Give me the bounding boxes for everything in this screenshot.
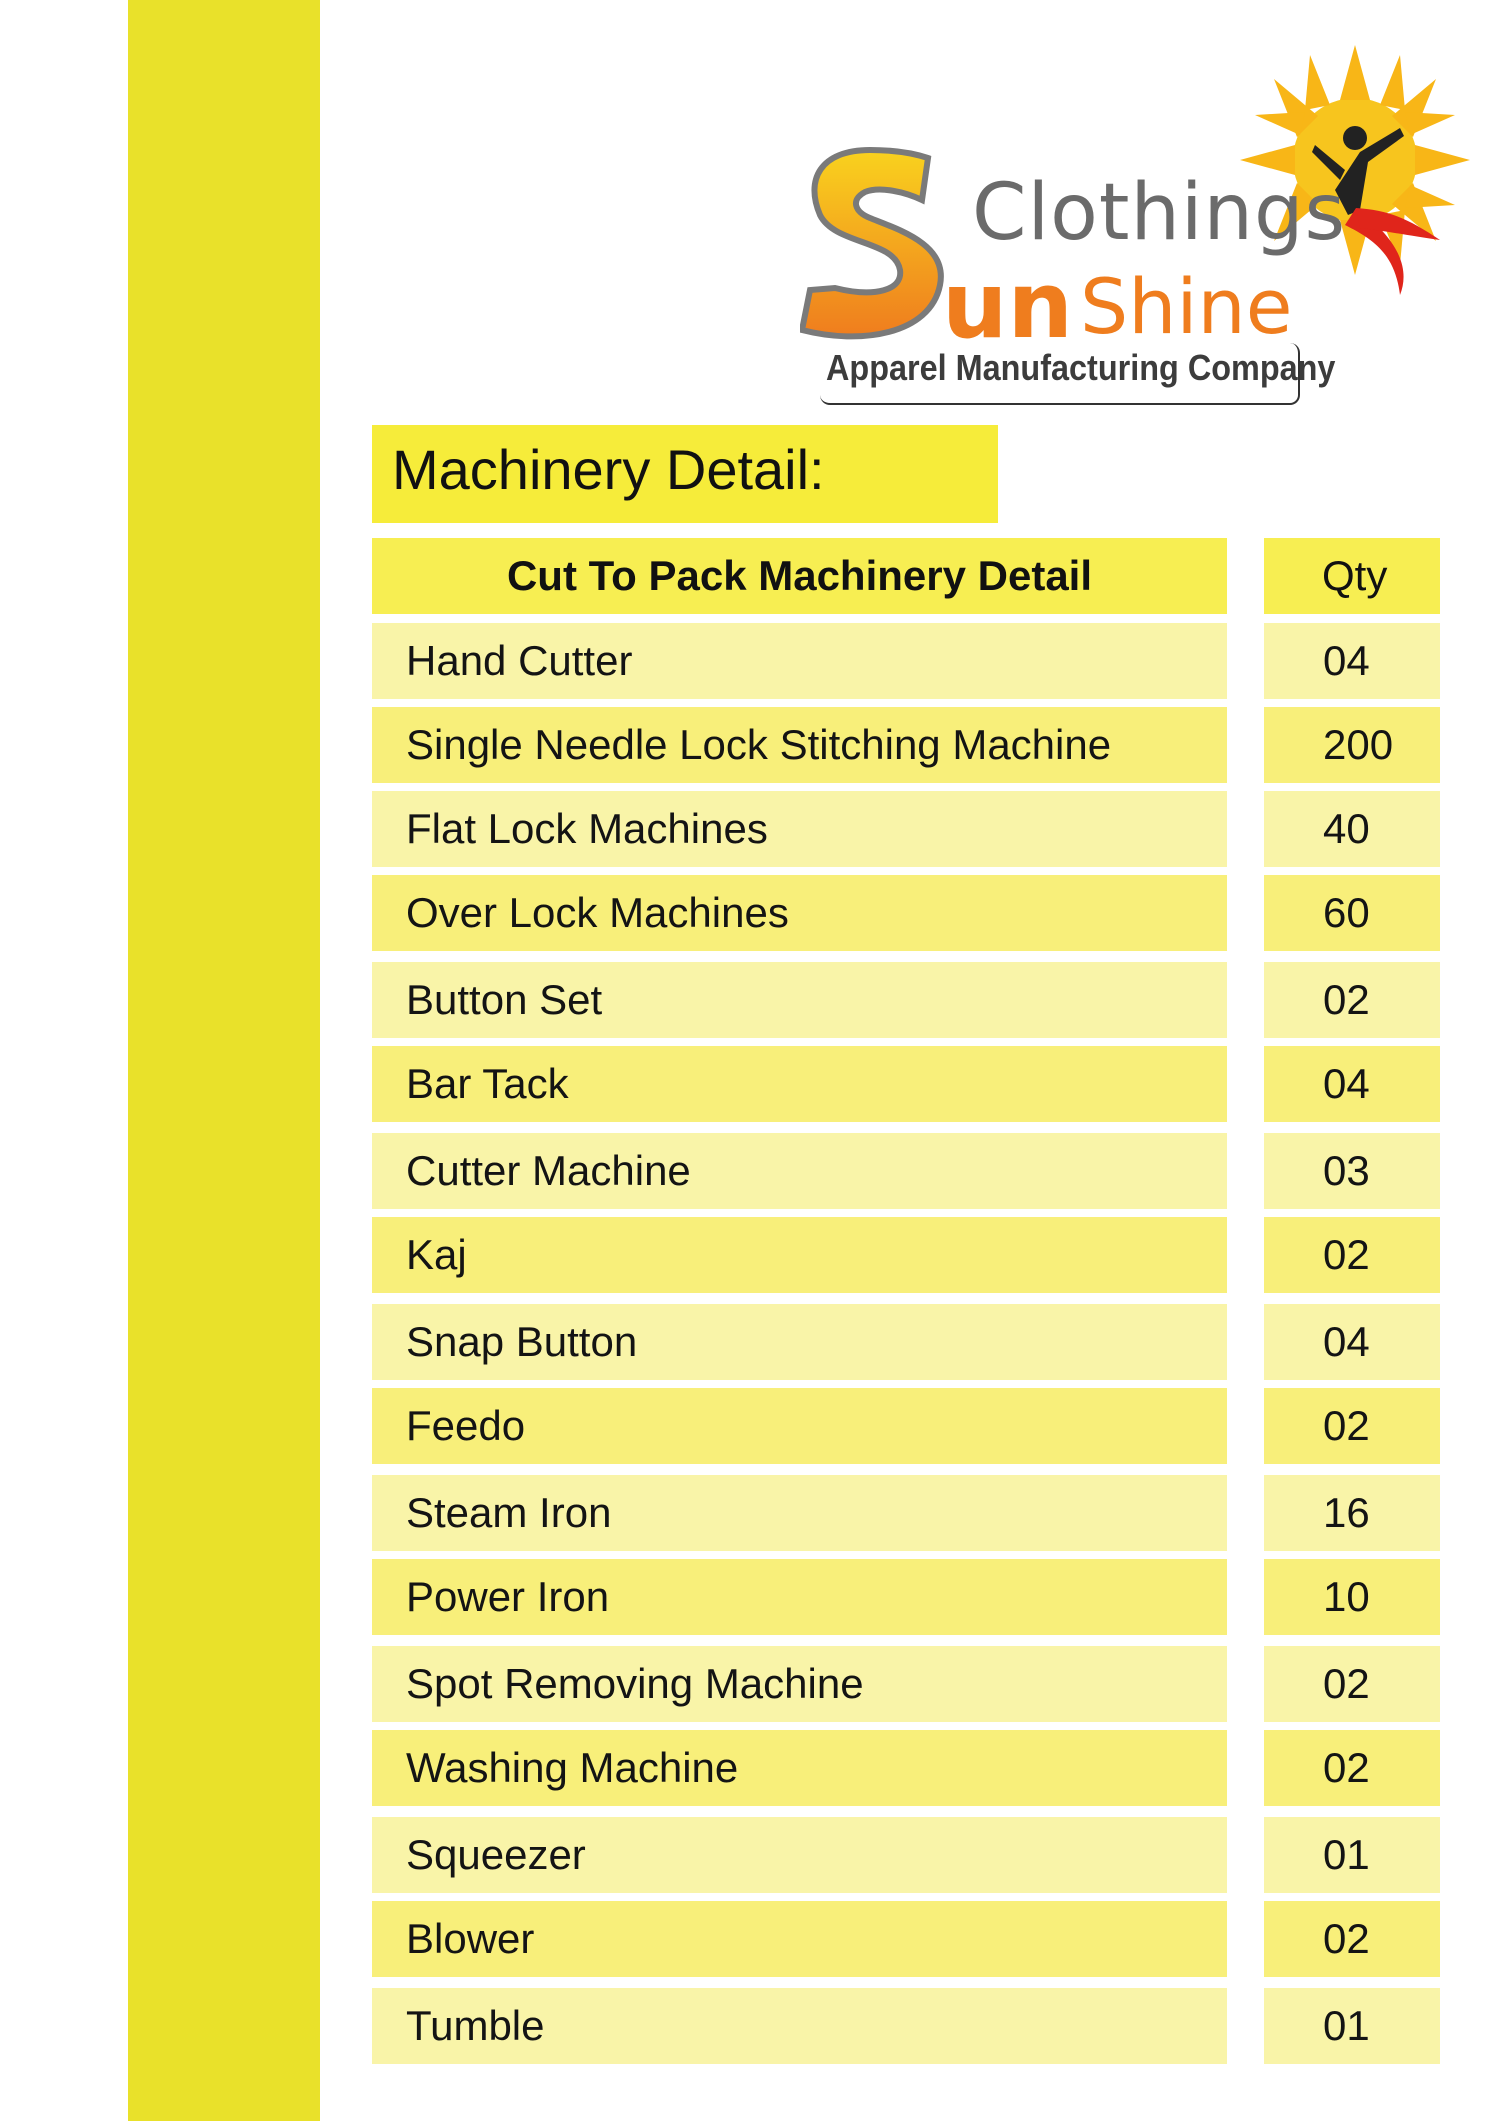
- logo-tagline: Apparel Manufacturing Company: [826, 347, 1336, 388]
- table-row-qty: 02: [1264, 1217, 1440, 1293]
- table-row-item: Over Lock Machines: [372, 875, 1227, 951]
- table-row-item: Washing Machine: [372, 1730, 1227, 1806]
- big-s-letter: [802, 150, 941, 336]
- table-row-item: Squeezer: [372, 1817, 1227, 1893]
- table-row-item: Blower: [372, 1901, 1227, 1977]
- table-row-item: Steam Iron: [372, 1475, 1227, 1551]
- table-row-qty: 02: [1264, 1730, 1440, 1806]
- logo-clothings: Clothings: [972, 168, 1347, 258]
- table-row-item: Snap Button: [372, 1304, 1227, 1380]
- table-header-item: Cut To Pack Machinery Detail: [372, 538, 1227, 614]
- table-row-item: Single Needle Lock Stitching Machine: [372, 707, 1227, 783]
- table-row-qty: 04: [1264, 1304, 1440, 1380]
- table-row-item: Bar Tack: [372, 1046, 1227, 1122]
- table-row-qty: 16: [1264, 1475, 1440, 1551]
- table-row-qty: 03: [1264, 1133, 1440, 1209]
- table-header-qty: Qty: [1264, 538, 1440, 614]
- table-row-qty: 60: [1264, 875, 1440, 951]
- table-row-qty: 02: [1264, 962, 1440, 1038]
- table-row-item: Kaj: [372, 1217, 1227, 1293]
- table-row-qty: 02: [1264, 1388, 1440, 1464]
- table-row-qty: 01: [1264, 1988, 1440, 2064]
- table-row-item: Feedo: [372, 1388, 1227, 1464]
- table-row-qty: 10: [1264, 1559, 1440, 1635]
- table-row-qty: 04: [1264, 623, 1440, 699]
- table-row-qty: 02: [1264, 1646, 1440, 1722]
- table-row-item: Button Set: [372, 962, 1227, 1038]
- table-row-item: Tumble: [372, 1988, 1227, 2064]
- table-row-qty: 200: [1264, 707, 1440, 783]
- section-title: Machinery Detail:: [372, 425, 998, 523]
- table-row-qty: 01: [1264, 1817, 1440, 1893]
- table-row-item: Flat Lock Machines: [372, 791, 1227, 867]
- company-logo: [800, 40, 1480, 420]
- table-row-item: Hand Cutter: [372, 623, 1227, 699]
- table-row-qty: 02: [1264, 1901, 1440, 1977]
- table-row-item: Cutter Machine: [372, 1133, 1227, 1209]
- logo-un: un: [942, 252, 1073, 359]
- left-accent-bar: [128, 0, 320, 2121]
- table-row-item: Spot Removing Machine: [372, 1646, 1227, 1722]
- table-row-qty: 04: [1264, 1046, 1440, 1122]
- logo-shine: Shine: [1080, 262, 1293, 351]
- table-row-qty: 40: [1264, 791, 1440, 867]
- table-row-item: Power Iron: [372, 1559, 1227, 1635]
